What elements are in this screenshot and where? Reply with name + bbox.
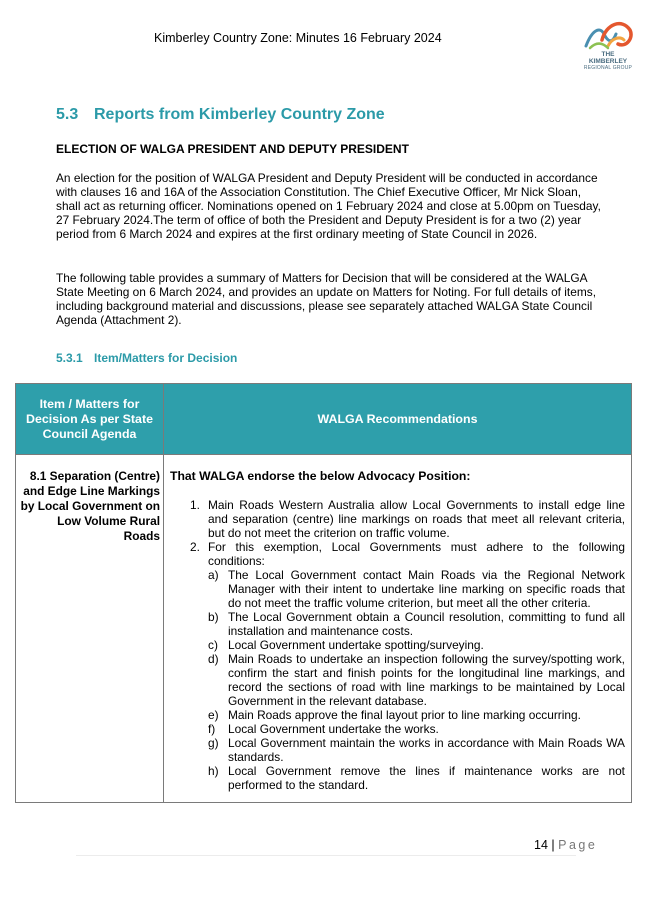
subsection-heading: 5.3.1 Item/Matters for Decision: [56, 351, 238, 365]
table-header-row: [16, 384, 632, 455]
election-paragraph: An election for the position of WALGA President and Deputy President will be conducted in accordance with clauses 16 and 16A of the Association Constitution. The Chief Executive Officer, Mr Nick Sloan, shall act as returning officer. Nominations opened on 1 February 2024 and close at 5.00pm on Tuesday, 27 February 2024.The term of office of both the President and Deputy President is for a two (2) year period from 6 March 2024 and expires at the first ordinary meeting of State Council in 2026.: [56, 171, 601, 241]
list-item: a) The Local Government contact Main Roads via the Regional Network Manager with their intent to undertake line marking on specific roads that do not meet the traffic volume criterion, but meet all the other criteria.: [208, 568, 625, 610]
conditions-list: [208, 568, 625, 792]
column-header-recommendations: WALGA Recommendations: [164, 384, 632, 455]
recommendation-list: [170, 498, 625, 792]
advocacy-heading: That WALGA endorse the below Advocacy Position:: [170, 469, 471, 483]
list-item: 2. For this exemption, Local Governments must adhere to the following conditions: a) The Local Government contact Main Roads via the Regional Network Manager with their intent to undertake line marking on specific roads that do not meet the traffic volume criterion, but meet all the other criteria. b) The Local Government obtain a Council resolution, committing to fund all installation and maintenance costs. c) Local Government undertake spotting/surveying. d) Main Roads to undertake an inspection following the survey/spotting work, confirm the start and finish points for the longitudinal line markings, and record the sections of road with line markings to be maintained by Local Government in the relevant database. e) Main Roads approve the final layout prior to line marking occurring. f) Local Government undertake the works. g) Local Government maintain the works in accordance with Main Roads WA standards. h) Local Government remove the lines if maintenance works are not performed to the standard.: [190, 540, 625, 792]
footer-divider: [76, 855, 576, 856]
table-row: [16, 455, 632, 803]
list-item: b) The Local Government obtain a Council resolution, committing to fund all installation and maintenance costs.: [208, 610, 625, 638]
matters-for-decision-table: [15, 383, 632, 803]
column-header-item: Item / Matters for Decision As per State Council Agenda: [16, 384, 164, 455]
item-cell: 8.1 Separation (Centre) and Edge Line Markings by Local Government on Low Volume Rural Roads: [16, 455, 164, 803]
page-number: 14 | Page: [534, 838, 598, 852]
recommendation-cell: [164, 455, 632, 803]
section-heading: 5.3 Reports from Kimberley Country Zone: [56, 106, 385, 123]
list-item: h) Local Government remove the lines if maintenance works are not performed to the standard.: [208, 764, 625, 792]
list-item: c) Local Government undertake spotting/surveying.: [208, 638, 484, 652]
list-item: f) Local Government undertake the works.: [208, 722, 439, 736]
election-subheading: ELECTION OF WALGA PRESIDENT AND DEPUTY PRESIDENT: [56, 142, 409, 156]
list-item: e) Main Roads approve the final layout prior to line marking occurring.: [208, 708, 581, 722]
list-item: 1. Main Roads Western Australia allow Local Governments to install edge line and separation (centre) line markings on roads that meet all relevant criteria, but do not meet the criterion on traffic volume.: [190, 498, 625, 540]
document-header-title: Kimberley Country Zone: Minutes 16 February 2024: [154, 31, 442, 45]
logo-wordmark: THE KIMBERLEY REGIONAL GROUP: [583, 51, 633, 71]
list-item: d) Main Roads to undertake an inspection following the survey/spotting work, confirm the start and finish points for the longitudinal line markings, and record the sections of road with line markings to be maintained by Local Government in the relevant database.: [208, 652, 625, 708]
summary-paragraph: The following table provides a summary of Matters for Decision that will be considered at the WALGA State Meeting on 6 March 2024, and provides an update on Matters for Noting. For full details of items, including background material and discussions, please see separately attached WALGA State Council Agenda (Attachment 2).: [56, 271, 596, 327]
list-item: g) Local Government maintain the works in accordance with Main Roads WA standards.: [208, 736, 625, 764]
